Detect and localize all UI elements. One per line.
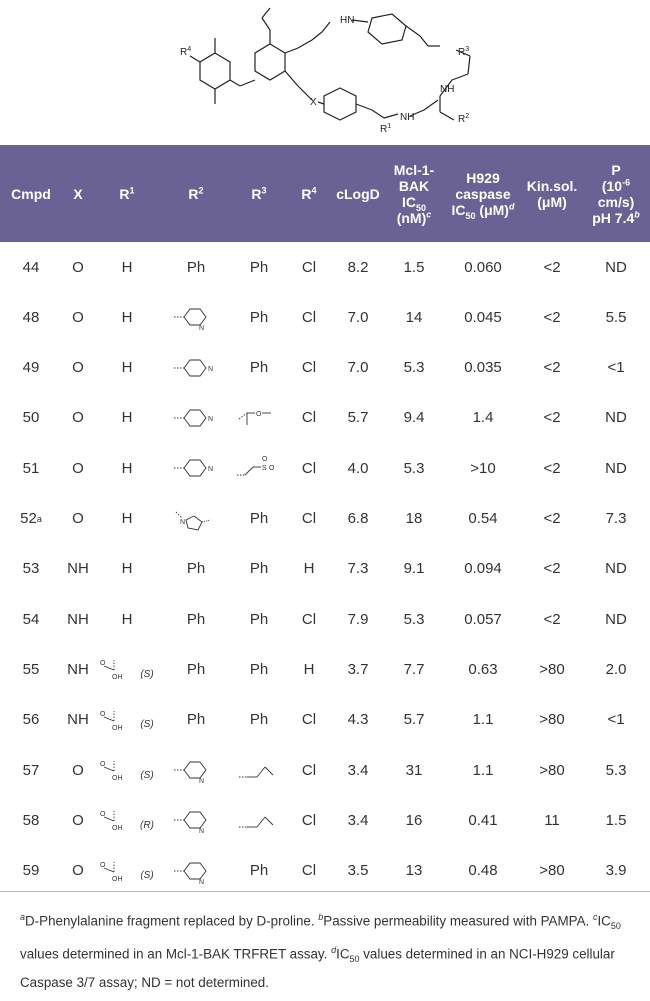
cell-p: ND — [605, 258, 627, 276]
cell-r3: Ph — [249, 258, 269, 276]
cell-cmpd: 56 — [22, 711, 40, 729]
cell-p: 3.9 — [605, 862, 627, 880]
cell-mcl: 7.7 — [403, 660, 425, 678]
svg-text:N: N — [180, 518, 186, 526]
cell-kin: <2 — [543, 510, 561, 527]
cell-mcl: 16 — [405, 811, 423, 829]
cell-r4: H — [303, 660, 315, 678]
r3-sulfone-fragment — [235, 455, 283, 481]
footnote-b: Passive permeability measured with PAMPA. — [323, 913, 593, 929]
cell-r3 — [232, 443, 286, 493]
struct-nh1-label: HN — [340, 15, 355, 26]
cell-h929: 0.060 — [464, 258, 502, 276]
cell-r3: Ph — [249, 560, 269, 578]
cell-x: O — [72, 761, 84, 779]
cell-h929: 1.4 — [472, 409, 494, 427]
cell-r4: Cl — [301, 610, 317, 628]
svg-text:OH: OH — [112, 825, 123, 833]
svg-text:O: O — [269, 465, 275, 473]
cell-r3 — [232, 393, 286, 443]
struct-x-label: X — [310, 97, 317, 108]
cell-r1: O OH (S) — [94, 695, 160, 745]
cell-r4: Cl — [301, 510, 317, 527]
cell-r2: Ph — [186, 560, 206, 578]
table-row — [0, 544, 650, 594]
cell-x: O — [72, 409, 84, 427]
cell-kin: <2 — [543, 359, 561, 377]
cell-r4: Cl — [301, 811, 317, 829]
svg-text:O: O — [256, 410, 262, 418]
macrocycle-structure — [0, 0, 650, 145]
cell-h929: 0.54 — [468, 510, 498, 527]
svg-text:OH: OH — [112, 875, 123, 883]
cell-mcl: 14 — [405, 308, 423, 326]
cell-r3 — [232, 795, 286, 845]
cell-cmpd: 44 — [22, 258, 40, 276]
r3-isobutyl-fragment — [235, 757, 283, 783]
cell-clogd: 8.2 — [347, 258, 369, 276]
cell-clogd: 4.3 — [347, 711, 369, 729]
struct-nh2-label: NH — [440, 84, 455, 95]
cell-r2 — [160, 795, 232, 845]
svg-text:N: N — [199, 778, 205, 783]
cell-r1: H — [121, 560, 133, 578]
cyclohexane-ring — [368, 14, 406, 44]
cell-r2: Ph — [186, 711, 206, 729]
cell-r1: H — [121, 459, 133, 477]
footnotes: $^a$D-Phenylalanine fragment replaced by D-proline. $^b$Passive permeability measured with PAMPA. $^cIC_{50}$ values determined in an Mcl-1-BAK TRFRET assay. $^dIC_{50}$ values determined in an NCI-H929 cellular Caspase 3/7 assay; ND = not determined. — [20, 912, 621, 991]
cell-mcl: 18 — [405, 510, 423, 527]
cell-r2: Ph — [186, 660, 206, 678]
cell-r3: Ph — [249, 510, 269, 527]
cell-clogd: 6.8 — [347, 510, 369, 527]
cell-r2 — [160, 745, 232, 795]
cell-clogd: 7.0 — [347, 308, 369, 326]
svg-text:N: N — [208, 415, 214, 423]
col-kin-header: Kin.sol. (μM) — [526, 177, 578, 210]
cell-r4: H — [303, 560, 315, 578]
cell-cmpd: 57 — [22, 761, 40, 779]
table-row — [0, 443, 650, 493]
cell-kin: >80 — [539, 660, 565, 678]
cell-mcl: 5.7 — [403, 711, 425, 729]
cell-r3 — [232, 745, 286, 795]
table-row — [0, 594, 650, 644]
svg-text:OH: OH — [112, 724, 123, 732]
cell-mcl: 9.1 — [403, 560, 425, 578]
cell-clogd: 7.3 — [347, 560, 369, 578]
cell-r1: O OH (S) — [94, 745, 160, 795]
table-row — [0, 343, 650, 393]
cell-r4: Cl — [301, 308, 317, 326]
cell-r4: Cl — [301, 862, 317, 880]
cell-x: NH — [67, 560, 89, 578]
cell-clogd: 5.7 — [347, 409, 369, 427]
cell-kin: <2 — [543, 258, 561, 276]
col-cmpd-header: Cmpd — [11, 185, 51, 202]
cell-clogd: 3.4 — [347, 761, 369, 779]
cell-kin: 11 — [544, 811, 560, 829]
cell-p: ND — [605, 560, 627, 578]
cell-h929: 0.045 — [464, 308, 502, 326]
cell-r4: Cl — [301, 258, 317, 276]
cell-h929: >10 — [470, 459, 496, 477]
cell-clogd: 4.0 — [347, 459, 369, 477]
col-clogd-header: cLogD — [336, 185, 380, 202]
svg-text:O: O — [100, 710, 106, 718]
cell-x: O — [72, 308, 84, 326]
col-r3-header: $R^3$ — [251, 184, 267, 202]
cell-kin: <2 — [543, 459, 561, 477]
cell-h929: 0.035 — [464, 359, 502, 377]
svg-text:N: N — [199, 828, 205, 834]
middle-aryl-ring — [255, 44, 285, 80]
cell-h929: 0.48 — [468, 862, 498, 880]
cell-r1: H — [121, 258, 133, 276]
cell-r4: Cl — [301, 761, 317, 779]
cell-kin: >80 — [539, 761, 565, 779]
cell-r4: Cl — [301, 409, 317, 427]
struct-nh3-label: NH — [400, 112, 415, 123]
cell-cmpd: 53 — [22, 560, 40, 578]
cell-x: O — [72, 811, 84, 829]
cell-cmpd: 50 — [22, 409, 40, 427]
cell-clogd: 3.7 — [347, 660, 369, 678]
table-row — [0, 846, 650, 896]
table-row — [0, 292, 650, 342]
table-row — [0, 393, 650, 443]
cell-kin: >80 — [539, 711, 565, 729]
cell-cmpd: 49 — [22, 359, 40, 377]
cell-cmpd: 59 — [22, 862, 40, 880]
cell-h929: 0.63 — [468, 660, 498, 678]
footnote-a: D-Phenylalanine fragment replaced by D-proline. — [25, 913, 319, 929]
cell-r1: H — [121, 359, 133, 377]
table-row — [0, 644, 650, 694]
cell-x: NH — [67, 610, 89, 628]
cell-p: 5.5 — [605, 308, 627, 326]
cell-r3: Ph — [249, 610, 269, 628]
cell-r1: O OH (R) — [94, 795, 160, 845]
cell-mcl: 31 — [405, 761, 423, 779]
footnote-d: values determined in an NCI-H929 cellular Caspase 3/7 assay; ND = not determined. — [20, 946, 615, 991]
cell-r2: Ph — [186, 258, 206, 276]
svg-text:OH: OH — [112, 674, 123, 682]
cell-p: ND — [605, 610, 627, 628]
r2-proline-fragment — [172, 506, 220, 532]
cell-mcl: 5.3 — [403, 359, 425, 377]
table-header — [0, 145, 650, 242]
cell-kin: <2 — [543, 610, 561, 628]
cell-p: 2.0 — [605, 660, 627, 678]
cell-mcl: 1.5 — [403, 258, 425, 276]
col-x-header: X — [73, 185, 83, 202]
table-row — [0, 745, 650, 795]
cell-r2 — [160, 846, 232, 896]
cell-r2 — [160, 494, 232, 544]
cell-p: ND — [605, 459, 627, 477]
cell-r1: H — [121, 510, 133, 527]
cell-cmpd: 54 — [22, 610, 40, 628]
cell-mcl: 5.3 — [403, 610, 425, 628]
cell-kin: <2 — [543, 409, 561, 427]
cell-r3: Ph — [249, 711, 269, 729]
cell-r1: H — [121, 308, 133, 326]
cell-h929: 0.41 — [468, 811, 498, 829]
cell-r3: Ph — [249, 862, 269, 880]
cell-x: NH — [67, 711, 89, 729]
cell-r2 — [160, 343, 232, 393]
col-h929-header: H929 caspase $IC_{50}$ $(\mu M)^d$ — [451, 169, 515, 221]
col-r1-header: $R^1$ — [119, 184, 135, 202]
cell-p: 1.5 — [605, 811, 627, 829]
cell-h929: 0.094 — [464, 560, 502, 578]
footnote-c: values determined in an Mcl-1-BAK TRFRET assay. — [20, 946, 332, 962]
cell-r1: H — [121, 610, 133, 628]
cell-cmpd: 48 — [22, 308, 40, 326]
r2-pyr4-fragment — [172, 405, 220, 431]
cell-r1: O OH (S) — [94, 644, 160, 694]
col-r4-header: $R^4$ — [301, 184, 317, 202]
r2-pyr4-fragment — [172, 355, 220, 381]
table-row — [0, 242, 650, 292]
cell-h929: 1.1 — [472, 761, 494, 779]
cell-p: 5.3 — [605, 761, 627, 779]
phenylene-ring — [324, 88, 356, 120]
cell-r3: Ph — [249, 660, 269, 678]
cell-r3: Ph — [249, 359, 269, 377]
cell-clogd: 3.4 — [347, 811, 369, 829]
cell-mcl: 9.4 — [403, 409, 425, 427]
cell-r4: Cl — [301, 459, 317, 477]
cell-x: O — [72, 510, 84, 527]
struct-r1-label: $R^1$ — [380, 123, 392, 135]
r2-pyr3-fragment — [172, 757, 220, 783]
svg-text:N: N — [199, 878, 205, 884]
cell-x: O — [72, 359, 84, 377]
svg-text:N: N — [208, 365, 214, 373]
col-r2-header: $R^2$ — [188, 184, 204, 202]
cell-x: O — [72, 258, 84, 276]
cell-x: O — [72, 459, 84, 477]
cell-p: 7.3 — [605, 510, 627, 527]
table-row — [0, 795, 650, 845]
cell-h929: 0.057 — [464, 610, 502, 628]
cell-clogd: 3.5 — [347, 862, 369, 880]
svg-text:N: N — [199, 325, 205, 331]
table-row — [0, 695, 650, 745]
cell-x: NH — [67, 660, 89, 678]
r2-pyr3-fragment — [172, 304, 220, 330]
footnote-divider — [0, 891, 650, 892]
cell-r2 — [160, 292, 232, 342]
cell-p: <1 — [607, 359, 625, 377]
cell-mcl: 13 — [405, 862, 423, 880]
svg-text:O: O — [100, 861, 106, 869]
cell-kin: <2 — [543, 308, 561, 326]
svg-text:S: S — [262, 465, 267, 473]
cell-r1: O OH (S) — [94, 846, 160, 896]
cell-clogd: 7.9 — [347, 610, 369, 628]
cell-cmpd: 55 — [22, 660, 40, 678]
cell-r2 — [160, 393, 232, 443]
cell-p: ND — [605, 409, 627, 427]
cell-p: <1 — [607, 711, 625, 729]
cell-r1: H — [121, 409, 133, 427]
struct-r4-label: $R^4$ — [180, 46, 192, 58]
cell-r4: Cl — [301, 359, 317, 377]
svg-text:O: O — [100, 660, 106, 668]
cell-cmpd: 52 a — [20, 510, 42, 527]
svg-text:O: O — [262, 456, 268, 464]
r2-pyr3-fragment — [172, 807, 220, 833]
r2-pyr3-fragment — [172, 858, 220, 884]
svg-text:N: N — [208, 466, 214, 474]
cell-clogd: 7.0 — [347, 359, 369, 377]
table-row — [0, 494, 650, 544]
cell-r3: Ph — [249, 308, 269, 326]
col-mcl-header: Mcl-1- BAK $IC_{50}$ (nM)$^c$ — [393, 161, 435, 226]
svg-text:O: O — [100, 811, 106, 819]
col-p-header: P ($10^{-6}$ cm/s) pH 7.4$^b$ — [592, 161, 640, 226]
cell-r2: Ph — [186, 610, 206, 628]
cell-x: O — [72, 862, 84, 880]
svg-text:OH: OH — [112, 775, 123, 782]
cell-kin: >80 — [539, 862, 565, 880]
r3-ether-fragment — [235, 405, 283, 431]
struct-r2-label: $R^2$ — [458, 113, 470, 125]
struct-r3-label: $R^3$ — [458, 46, 470, 58]
cell-r4: Cl — [301, 711, 317, 729]
cell-mcl: 5.3 — [403, 459, 425, 477]
left-aryl-ring — [200, 53, 230, 89]
r2-pyr4-fragment — [172, 455, 220, 481]
cell-cmpd: 58 — [22, 811, 40, 829]
svg-text:O: O — [100, 761, 106, 768]
cell-cmpd: 51 — [22, 459, 40, 477]
cell-h929: 1.1 — [472, 711, 494, 729]
cell-r2 — [160, 443, 232, 493]
cell-kin: <2 — [543, 560, 561, 578]
r3-isobutyl-fragment — [235, 807, 283, 833]
